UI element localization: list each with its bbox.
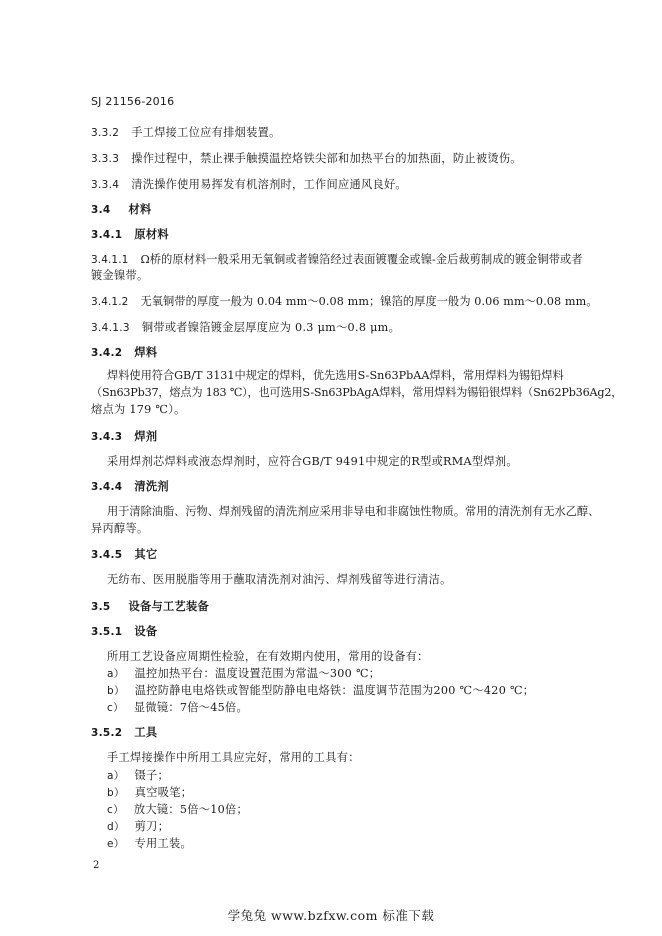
section-3-5-2-heading <box>91 724 157 740</box>
clause-3-4-1-1-cont <box>91 267 148 283</box>
section-3-4-1-heading <box>91 226 169 242</box>
list-text: 放大镜：5倍～10倍； <box>133 803 249 816</box>
clause-text: 工具 <box>134 725 158 739</box>
list-text: 真空吸笔； <box>134 786 193 799</box>
clause-text: 无氧铜带的厚度一般为 0.04 mm～0.08 mm；镍箔的厚度一般为 0.06 mm～0.08 mm。 <box>140 295 598 308</box>
clause-text: 操作过程中，禁止裸手触摸温控烙铁尖部和加热平台的加热面，防止被烫伤。 <box>131 152 522 165</box>
clause-text: 采用焊剂芯焊料或液态焊剂时，应符合GB/T 9491中规定的R型或RMA型焊剂。 <box>107 455 518 468</box>
section-3-5-heading <box>91 598 209 614</box>
clause-text: 熔点为 179 ℃）。 <box>91 403 186 416</box>
clause-text: 异丙醇等。 <box>91 522 149 535</box>
list-text: 温控防静电电烙铁或智能型防静电电烙铁：温度调节范围为200 ℃～420 ℃； <box>134 684 535 697</box>
page-number: 2 <box>93 860 100 871</box>
tools-intro <box>107 749 360 765</box>
other-paragraph <box>107 571 452 587</box>
list-marker: b） <box>107 685 125 697</box>
clause-text: 焊料 <box>134 345 158 359</box>
clause-3-4-1-2 <box>91 293 598 309</box>
doc-header: SJ 21156-2016 <box>91 95 175 108</box>
list-marker: c） <box>107 804 124 816</box>
flux-paragraph <box>107 453 518 469</box>
list-item <box>107 682 534 698</box>
clause-text: 铜带或者镍箔镀金层厚度应为 0.3 μm～0.8 μm。 <box>141 321 401 334</box>
clause-text: 无纺布、医用脱脂等用于蘸取清洗剂对油污、焊剂残留等进行清洁。 <box>107 573 452 586</box>
list-item <box>107 835 192 851</box>
clause-text: 原材料 <box>134 227 169 241</box>
list-text: 镊子； <box>134 769 170 782</box>
list-item <box>107 801 248 817</box>
clause-3-4-1-1 <box>91 251 583 267</box>
cleaner-paragraph-line-1 <box>107 503 599 519</box>
clause-text: 设备 <box>134 624 158 638</box>
list-item <box>107 767 169 783</box>
clause-3-3-3 <box>91 150 522 166</box>
clause-text: 手工焊接工位应有排烟装置。 <box>131 126 281 139</box>
list-marker: e） <box>107 838 125 850</box>
clause-3-3-2 <box>91 124 281 140</box>
list-item <box>107 784 192 800</box>
section-3-4-5-heading <box>91 546 157 562</box>
clause-text: （Sn63Pb37，熔点为 183 ℃），也可选用S-Sn63PbAgA焊料，常用焊料为锡铅银焊料（Sn62Pb36Ag2， <box>91 386 623 399</box>
equipment-intro <box>107 648 429 664</box>
clause-number: 3.5 <box>91 601 111 613</box>
clause-text: 镀金镍带。 <box>91 269 149 282</box>
list-text: 温控加热平台：温度设置范围为常温～300 ℃； <box>134 667 381 680</box>
list-marker: b） <box>107 787 125 799</box>
list-item <box>107 699 248 715</box>
list-item <box>107 665 380 681</box>
clause-3-3-4 <box>91 176 407 192</box>
section-3-4-2-heading <box>91 344 157 360</box>
clause-text: 焊料使用符合GB/T 3131中规定的焊料，优先选用S-Sn63PbAA焊料，常用焊料为锡铅焊料 <box>107 369 564 382</box>
cleaner-paragraph-line-2 <box>91 520 148 536</box>
solder-paragraph-line-1 <box>107 367 564 383</box>
clause-number: 3.3.4 <box>91 179 120 191</box>
section-3-4-heading <box>91 201 152 217</box>
clause-number: 3.4.1 <box>91 229 123 241</box>
clause-text: 焊剂 <box>134 429 158 443</box>
clause-text: 用于清除油脂、污物、焊剂残留的清洗剂应采用非导电和非腐蚀性物质。常用的清洗剂有无水乙醇、 <box>107 505 600 518</box>
list-marker: c） <box>107 702 124 714</box>
solder-paragraph-line-3 <box>91 401 186 417</box>
list-marker: d） <box>107 821 125 833</box>
clause-number: 3.3.3 <box>91 153 120 165</box>
clause-number: 3.4.5 <box>91 549 123 561</box>
list-text: 显微镜：7倍～45倍。 <box>133 701 249 714</box>
section-3-5-1-heading <box>91 623 157 639</box>
clause-number: 3.4 <box>91 204 111 216</box>
clause-text: 其它 <box>134 547 158 561</box>
solder-paragraph-line-2 <box>91 384 622 400</box>
clause-text: 所用工艺设备应周期性检验，在有效期内使用，常用的设备有： <box>107 650 429 663</box>
clause-3-4-1-3 <box>91 319 400 335</box>
clause-text: 设备与工艺装备 <box>128 599 209 613</box>
clause-number: 3.5.1 <box>91 626 123 638</box>
list-text: 专用工装。 <box>134 837 193 850</box>
clause-text: 清洗操作使用易挥发有机溶剂时，工作间应通风良好。 <box>131 178 407 191</box>
clause-number: 3.4.2 <box>91 347 123 359</box>
list-item <box>107 818 169 834</box>
clause-number: 3.3.2 <box>91 127 120 139</box>
clause-text: Ω桥的原材料一般采用无氧铜或者镍箔经过表面镀覆金或镍-金后裁剪制成的镀金铜带或者 <box>140 253 583 266</box>
footer-watermark: 学兔兔 www.bzfxw.com 标准下载 <box>227 908 435 923</box>
clause-text: 手工焊接操作中所用工具应完好，常用的工具有： <box>107 751 360 764</box>
clause-number: 3.4.1.3 <box>91 322 130 334</box>
clause-text: 清洗剂 <box>134 479 169 493</box>
clause-number: 3.4.3 <box>91 431 123 443</box>
clause-number: 3.4.1.2 <box>91 296 129 308</box>
section-3-4-3-heading <box>91 428 157 444</box>
list-marker: a） <box>107 668 125 680</box>
clause-text: 材料 <box>128 202 152 216</box>
section-3-4-4-heading <box>91 478 169 494</box>
clause-number: 3.5.2 <box>91 727 123 739</box>
list-marker: a） <box>107 770 125 782</box>
clause-number: 3.4.4 <box>91 481 123 493</box>
list-text: 剪刀； <box>134 820 170 833</box>
clause-number: 3.4.1.1 <box>91 254 129 266</box>
